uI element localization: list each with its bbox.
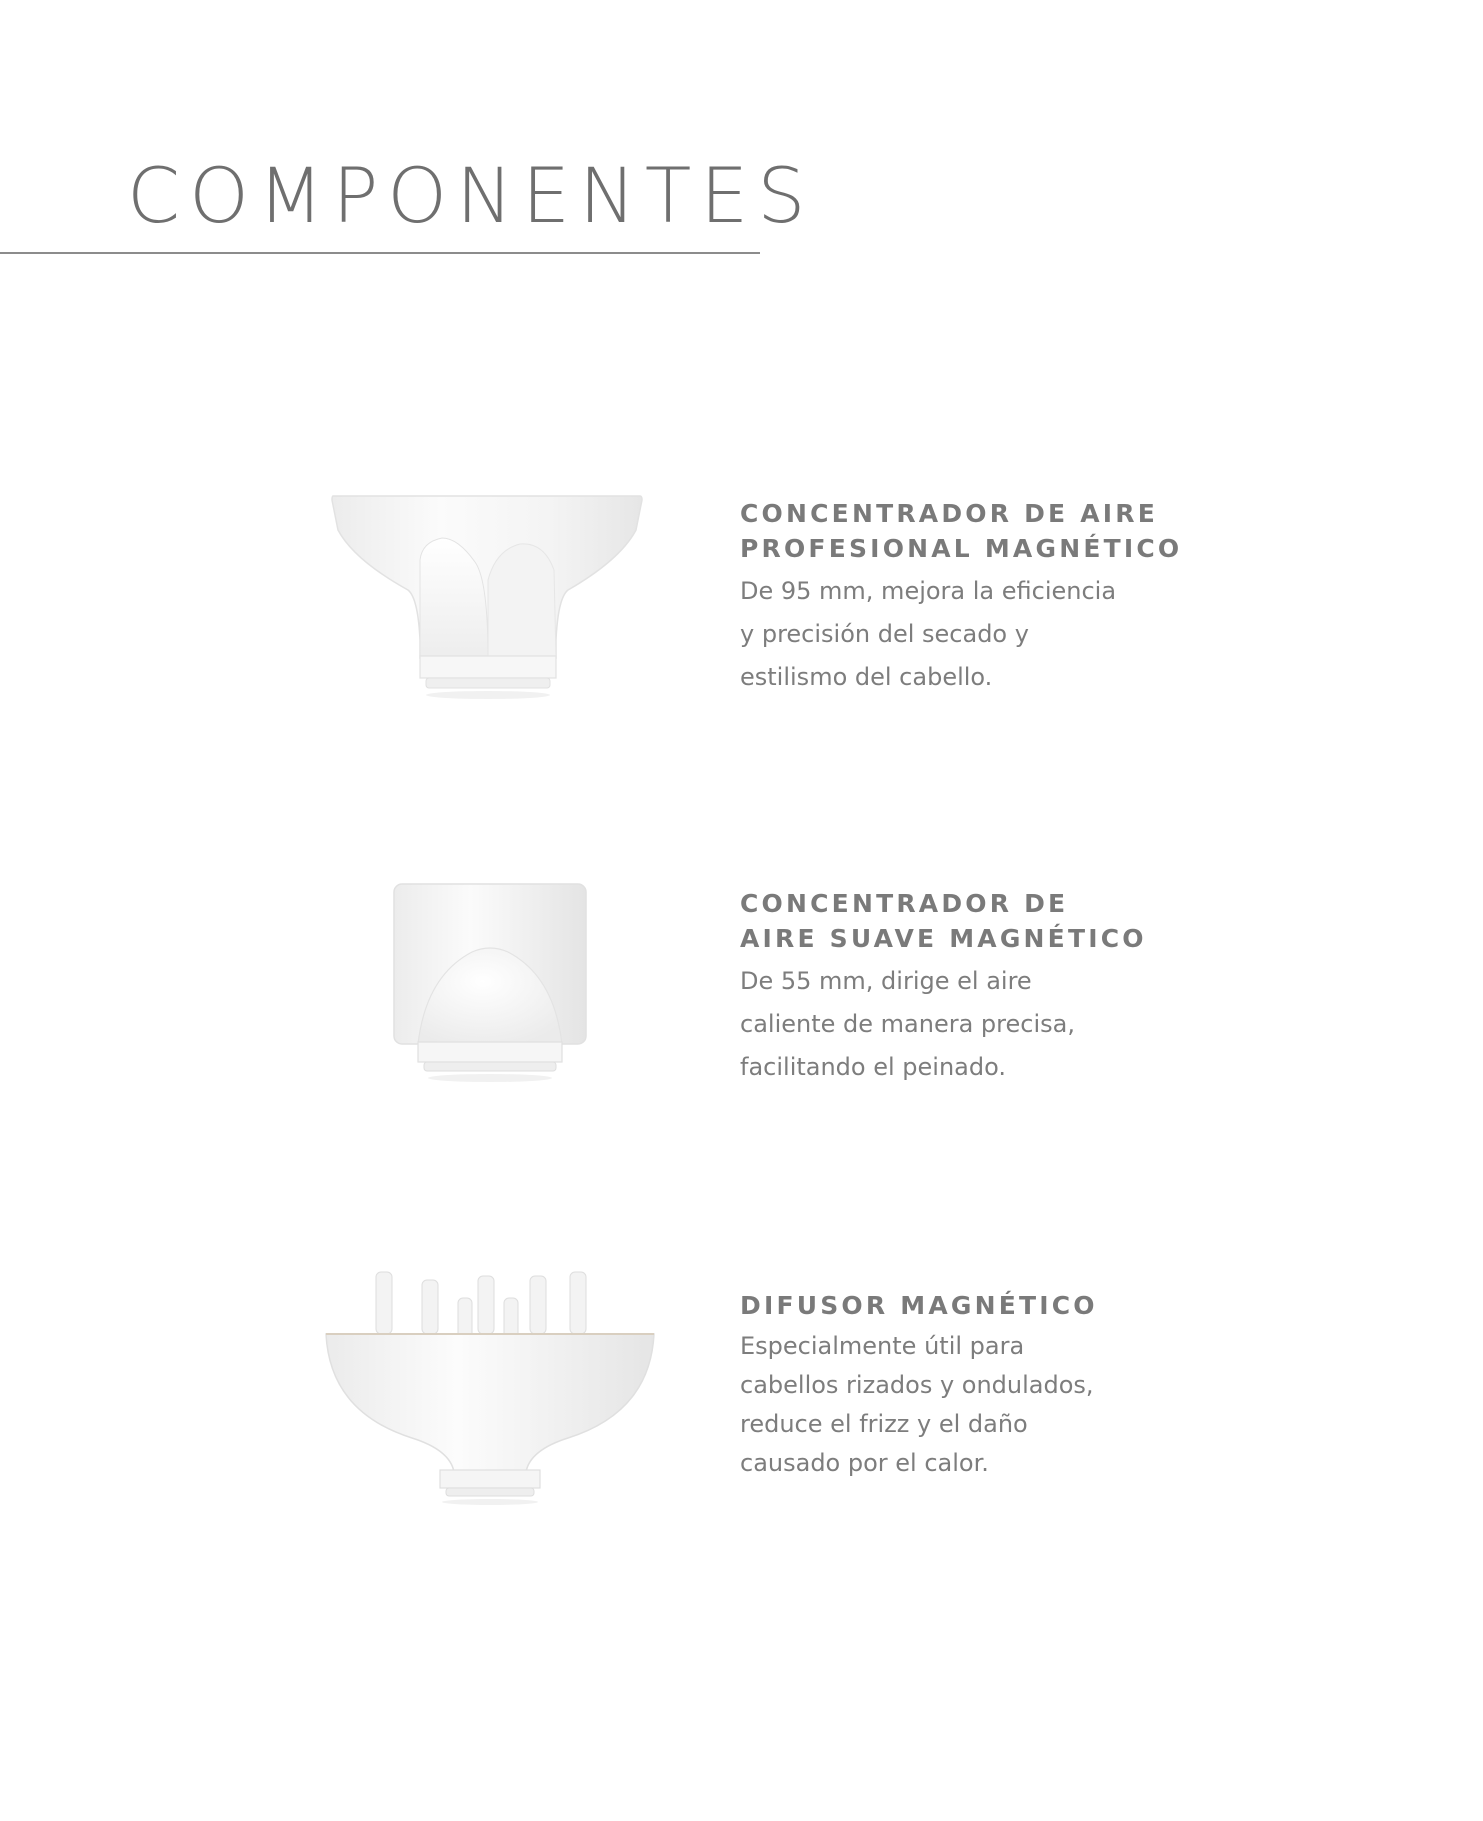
soft-concentrator-nozzle-icon	[390, 880, 600, 1090]
product-description: De 55 mm, dirige el aire caliente de manera precisa, facilitando el peinado.	[740, 967, 1075, 1081]
pro-concentrator-nozzle-icon	[330, 490, 650, 720]
product-name: CONCENTRADOR DE AIRE SUAVE MAGNÉTICO	[740, 889, 1147, 953]
page-title: COMPONENTES	[127, 151, 815, 240]
product-name: CONCENTRADOR DE AIRE PROFESIONAL MAGNÉTICO	[740, 499, 1183, 563]
product-info	[740, 496, 1200, 699]
product-name: DIFUSOR MAGNÉTICO	[740, 1291, 1098, 1320]
product-description: Especialmente útil para cabellos rizados y ondulados, reduce el frizz y el daño causado por el calor.	[740, 1332, 1094, 1477]
diffuser-icon	[320, 1262, 660, 1512]
title-divider	[0, 252, 760, 254]
product-description: De 95 mm, mejora la eficiencia y precisión del secado y estilismo del cabello.	[740, 577, 1117, 691]
product-info	[740, 1288, 1200, 1483]
product-info	[740, 886, 1200, 1089]
